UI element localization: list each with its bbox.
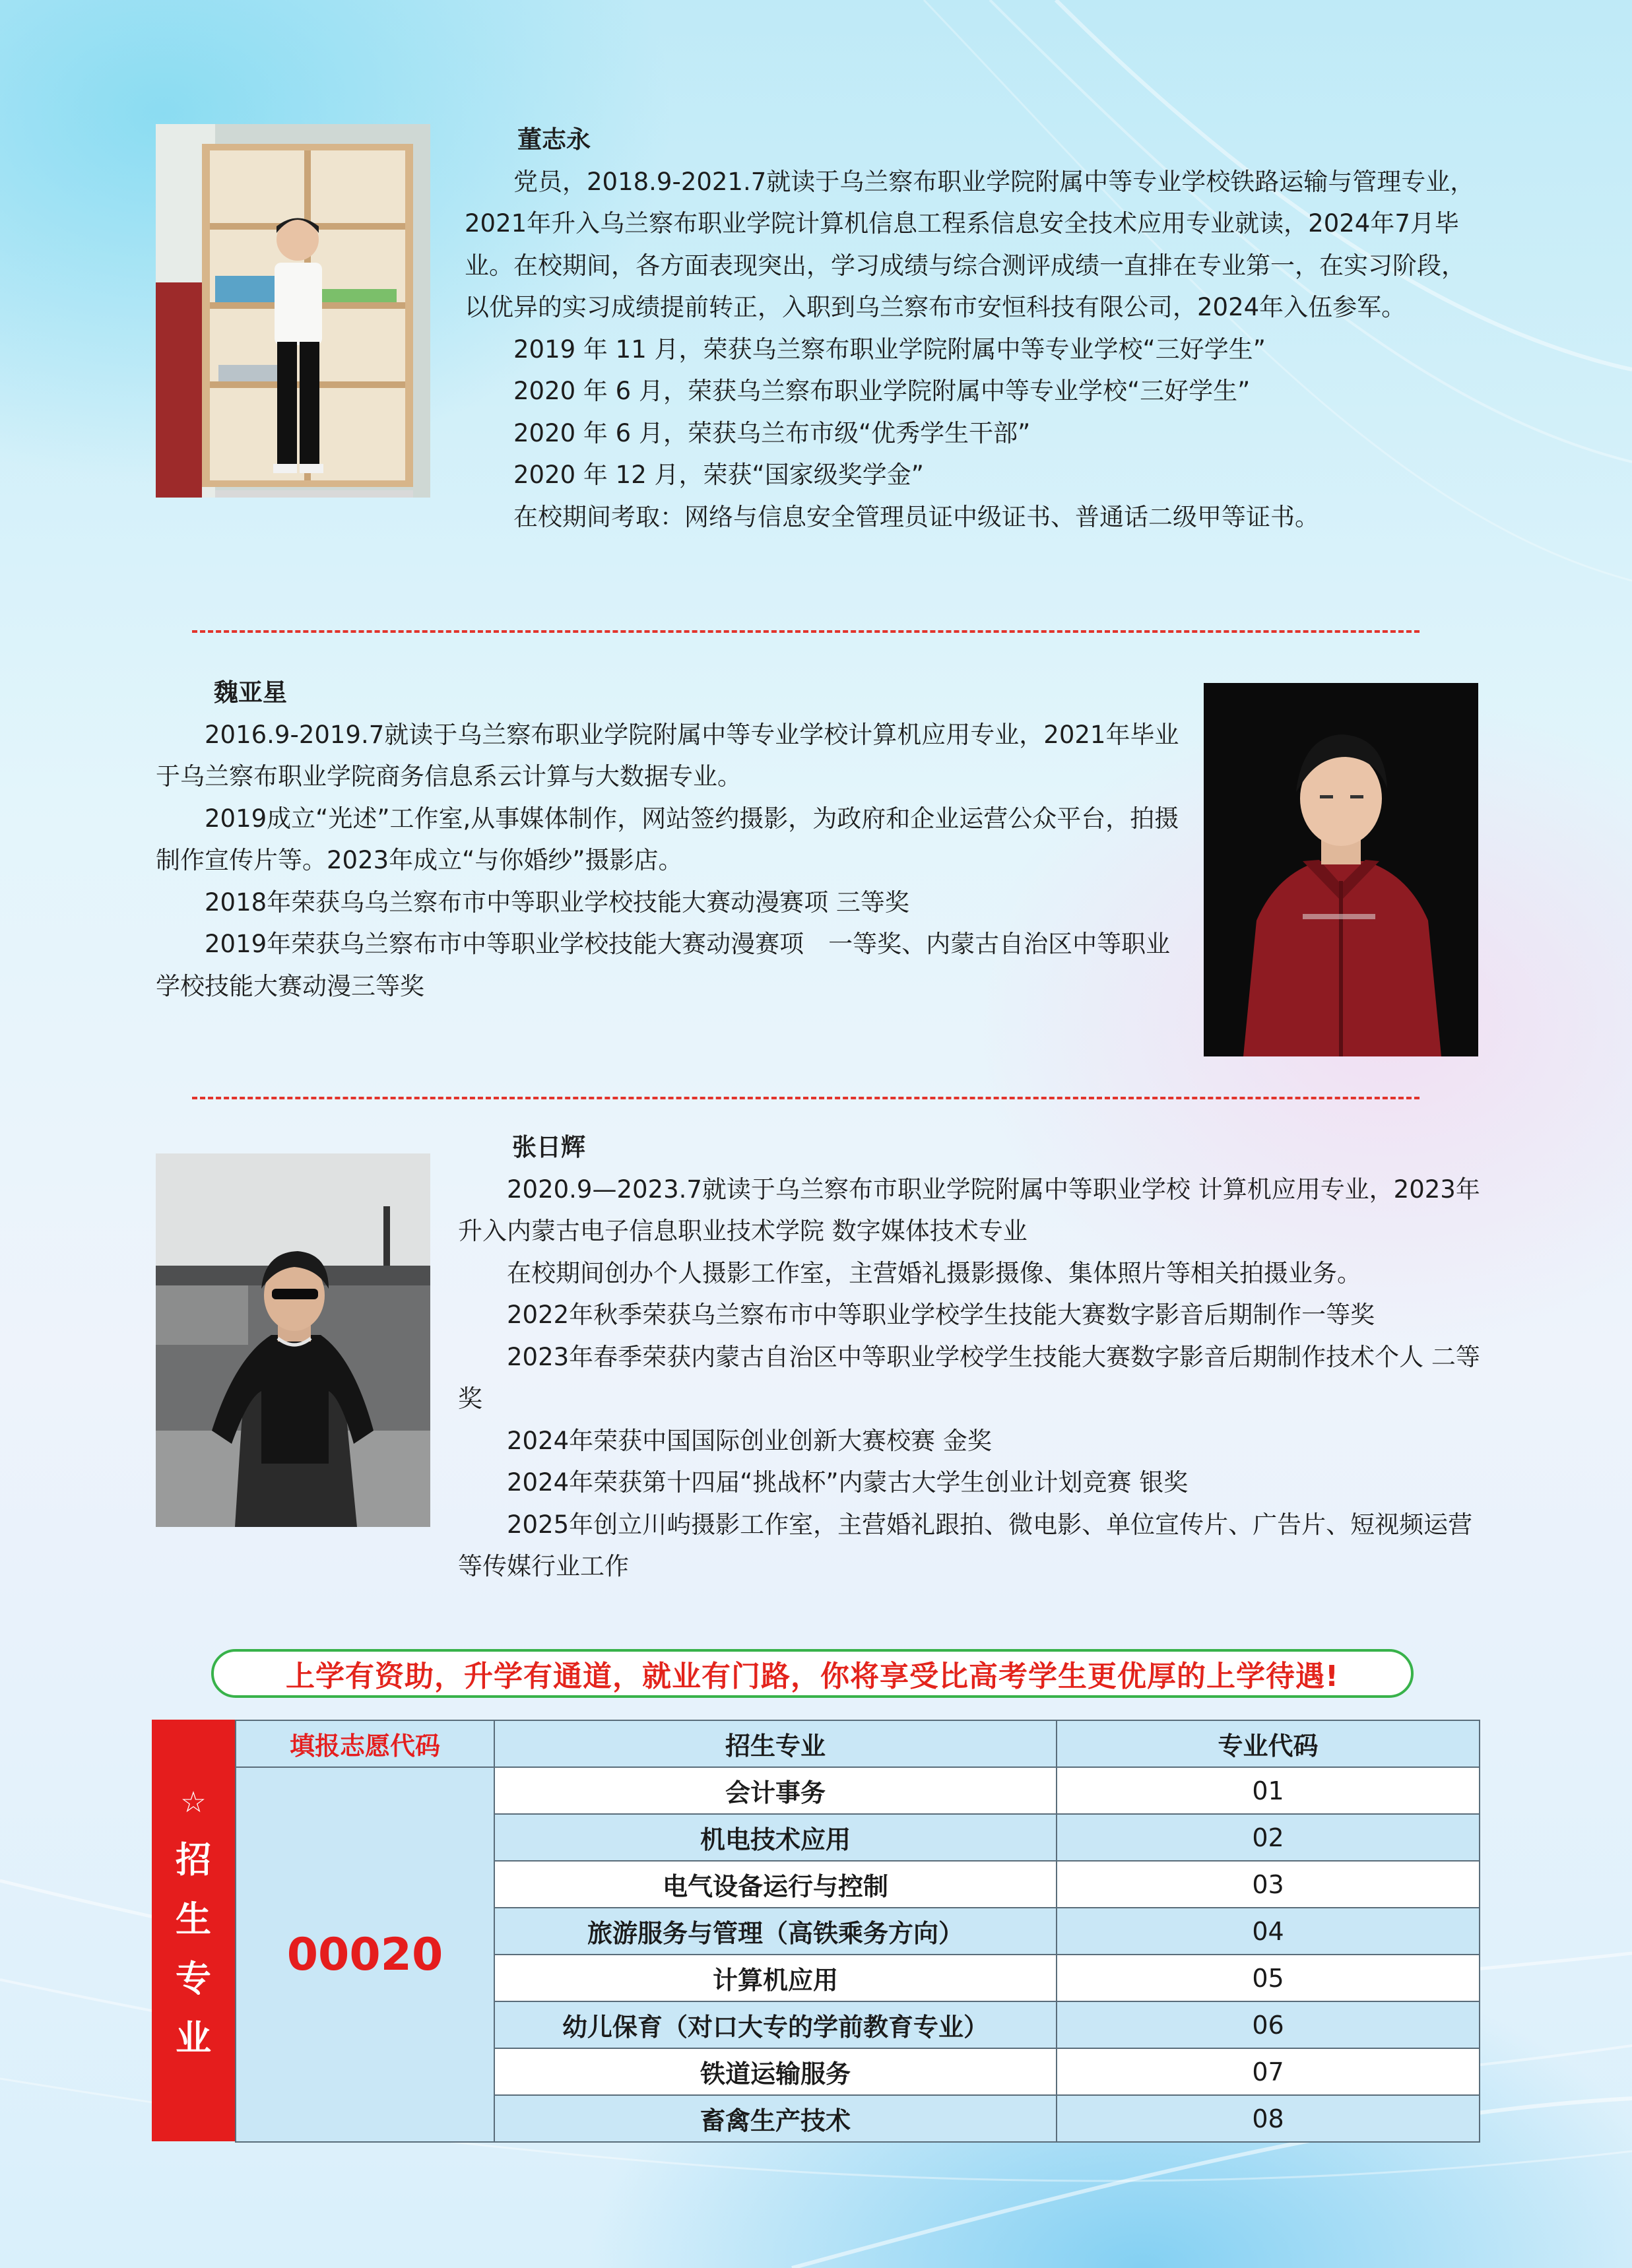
major-code: 08 [1057,2095,1480,2142]
student-photo-dong [156,124,430,498]
table-header-row [236,1720,1480,1767]
student-name: 董志永 [517,125,591,154]
side-label-char: 生 [176,1898,211,1940]
major-name: 电气设备运行与控制 [494,1861,1057,1908]
bio-paragraph: 2020.9—2023.7就读于乌兰察布市职业学院附属中等职业学校 计算机应用专业，2023年升入内蒙古电子信息职业技术学院 数字媒体技术专业 [458,1175,1480,1245]
major-code: 05 [1057,1955,1480,2001]
major-name: 会计事务 [494,1767,1057,1814]
side-label-char: 招 [176,1839,211,1881]
award-line: 2019年荣获乌兰察布市中等职业学校技能大赛动漫赛项 一等奖、内蒙古自治区中等职业学校技能大赛动漫三等奖 [156,930,1171,1000]
admission-table [152,1720,1479,2141]
award-line: 2022年秋季荣获乌兰察布市中等职业学校学生技能大赛数字影音后期制作一等奖 [507,1301,1375,1329]
major-name: 畜禽生产技术 [494,2095,1057,2142]
bio-paragraph: 2019成立“光述”工作室,从事媒体制作，网站签约摄影，为政府和企业运营公众平台，拍摄制作宣传片等。2023年成立“与你婚纱”摄影店。 [156,804,1179,874]
major-code: 03 [1057,1861,1480,1908]
major-name: 旅游服务与管理（高铁乘务方向） [494,1908,1057,1955]
side-label-char: 业 [176,2017,211,2059]
bio-paragraph: 在校期间创办个人摄影工作室，主营婚礼摄影摄像、集体照片等相关拍摄业务。 [507,1258,1361,1287]
dashed-divider [192,630,1420,633]
major-name: 机电技术应用 [494,1814,1057,1861]
bio-paragraph: 党员，2018.9-2021.7就读于乌兰察布职业学院附属中等专业学校铁路运输与管理专业，2021年升入乌兰察布职业学院计算机信息工程系信息安全技术应用专业就读，2024年7月毕业。在校期间，各方面表现突出，学习成绩与综合测评成绩一直排在专业第一，在实习阶段，以优异的实习成绩提前转正，入职到乌兰察布市安恒科技有限公司，2024年入伍参军。 [465,167,1475,321]
award-line: 2020 年 12 月，荣获“国家级奖学金” [513,461,924,489]
major-name: 幼儿保育（对口大专的学前教育专业） [494,2001,1057,2048]
majors-table [235,1720,1480,2143]
bio-paragraph: 2016.9-2019.7就读于乌兰察布职业学院附属中等专业学校计算机应用专业，2021年毕业于乌兰察布职业学院商务信息系云计算与大数据专业。 [156,720,1179,791]
side-label [152,1720,235,2141]
major-code: 07 [1057,2048,1480,2095]
column-header: 填报志愿代码 [236,1720,494,1767]
dashed-divider [192,1097,1420,1099]
major-name: 铁道运输服务 [494,2048,1057,2095]
student-name: 魏亚星 [214,678,287,707]
side-label-char: 专 [176,1958,211,1999]
award-line: 2020 年 6 月，荣获乌兰察布职业学院附属中等专业学校“三好学生” [513,377,1251,405]
major-code: 06 [1057,2001,1480,2048]
award-line: 2018年荣获乌乌兰察布市中等职业学校技能大赛动漫赛项 三等奖 [205,888,909,917]
apply-code: 00020 [236,1767,494,2142]
column-header: 专业代码 [1057,1720,1480,1767]
student-photo-zhang [156,1153,430,1527]
award-line: 2024年荣获第十四届“挑战杯”内蒙古大学生创业计划竞赛 银奖 [507,1468,1189,1497]
award-line: 2020 年 6 月，荣获乌兰布市级“优秀学生干部” [513,418,1031,447]
student-bio-dong [465,119,1484,538]
table-row [236,1767,1480,1814]
major-name: 计算机应用 [494,1955,1057,2001]
major-code: 04 [1057,1908,1480,1955]
benefits-banner: 上学有资助，升学有通道，就业有门路，你将享受比高考学生更优厚的上学待遇! [211,1649,1414,1698]
award-line: 2019 年 11 月，荣获乌兰察布职业学院附属中等专业学校“三好学生” [513,335,1266,364]
student-name: 张日辉 [512,1133,585,1161]
student-bio-wei [156,672,1185,1007]
bio-paragraph: 2025年创立川屿摄影工作室，主营婚礼跟拍、微电影、单位宣传片、广告片、短视频运营等传媒行业工作 [458,1510,1473,1580]
student-bio-zhang [458,1126,1484,1588]
award-line: 2023年春季荣获内蒙古自治区中等职业学校学生技能大赛数字影音后期制作技术个人 二等奖 [458,1342,1480,1413]
major-code: 01 [1057,1767,1480,1814]
award-line: 2024年荣获中国国际创业创新大赛校赛 金奖 [507,1426,992,1455]
star-icon: ☆ [180,1786,207,1819]
certificate-line: 在校期间考取：网络与信息安全管理员证中级证书、普通话二级甲等证书。 [513,502,1319,531]
column-header: 招生专业 [494,1720,1057,1767]
major-code: 02 [1057,1814,1480,1861]
student-photo-wei [1204,683,1478,1056]
